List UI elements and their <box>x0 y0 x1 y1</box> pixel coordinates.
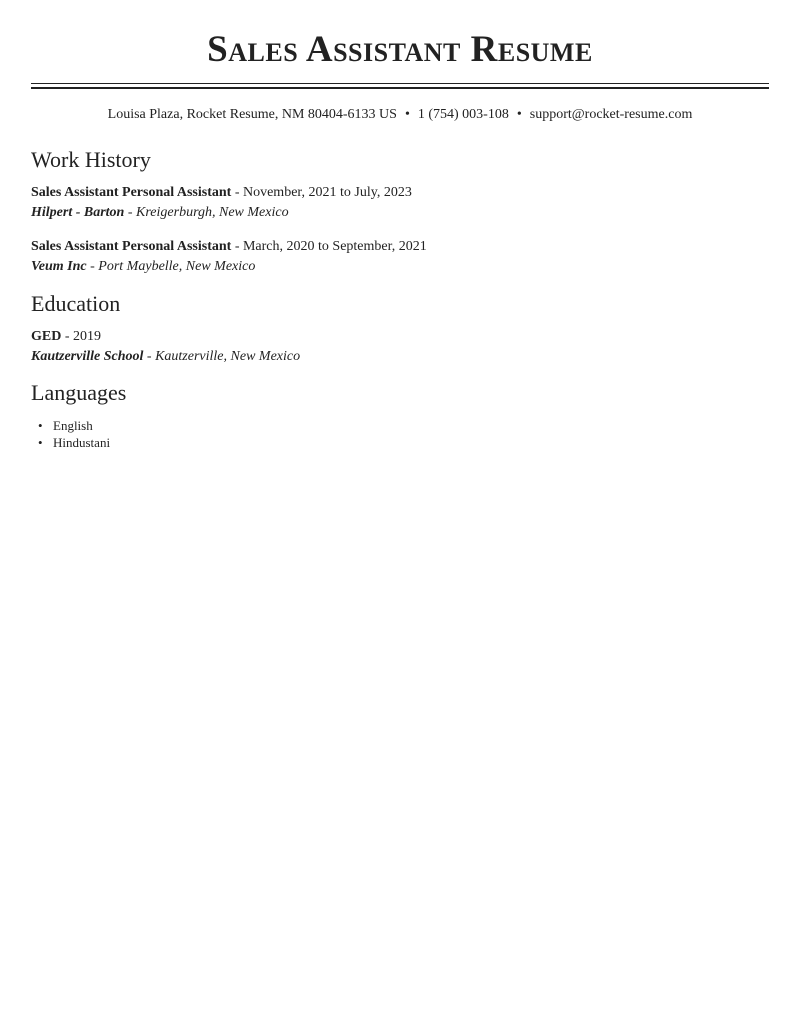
contact-separator: • <box>516 107 522 122</box>
languages-list <box>31 417 769 451</box>
dash-separator: - <box>124 205 137 220</box>
work-entry-dates: November, 2021 to July, 2023 <box>242 185 412 200</box>
work-entry-company: Veum Inc <box>31 259 87 274</box>
work-entry-org <box>31 257 769 277</box>
list-item <box>38 417 769 434</box>
work-entry-location: Kreigerburgh, New Mexico <box>136 205 289 220</box>
dash-separator: - <box>86 259 99 274</box>
language-name: English <box>53 418 93 433</box>
language-name: Hindustani <box>53 435 111 450</box>
work-history-heading: Work History <box>31 147 151 172</box>
dash-separator: - <box>231 185 243 200</box>
dash-separator: - <box>61 329 74 344</box>
title-divider-thick <box>31 87 769 89</box>
education-degree: GED <box>31 329 62 344</box>
contact-phone: 1 (754) 003-108 <box>417 107 509 122</box>
dash-separator: - <box>143 349 156 364</box>
education-entry-org <box>31 347 769 367</box>
work-entry-role: Sales Assistant Personal Assistant <box>31 239 232 254</box>
work-entry-location: Port Maybelle, New Mexico <box>98 259 256 274</box>
contact-separator: • <box>404 107 410 122</box>
work-entry <box>31 237 769 277</box>
contact-line <box>31 106 769 124</box>
contact-email: support@rocket-resume.com <box>529 107 693 122</box>
work-entry <box>31 183 769 223</box>
education-heading: Education <box>31 291 121 316</box>
education-location: Kautzerville, New Mexico <box>155 349 301 364</box>
languages-heading: Languages <box>31 380 127 405</box>
work-entry-company: Hilpert - Barton <box>31 205 125 220</box>
education-year: 2019 <box>73 329 102 344</box>
work-entry-role: Sales Assistant Personal Assistant <box>31 185 232 200</box>
education-entry-header <box>31 327 769 347</box>
work-entry-header <box>31 237 769 257</box>
work-entry-dates: March, 2020 to September, 2021 <box>242 239 427 254</box>
education-school: Kautzerville School <box>31 349 144 364</box>
bullet-icon: • <box>38 435 43 450</box>
work-entry-header <box>31 183 769 203</box>
bullet-icon: • <box>38 418 43 433</box>
title-divider-thin <box>31 83 769 84</box>
resume-title: Sales Assistant Resume <box>207 29 593 70</box>
education-entry <box>31 327 769 367</box>
list-item <box>38 434 769 451</box>
work-entry-org <box>31 203 769 223</box>
contact-address: Louisa Plaza, Rocket Resume, NM 80404-6133 US <box>107 107 397 122</box>
dash-separator: - <box>231 239 243 254</box>
